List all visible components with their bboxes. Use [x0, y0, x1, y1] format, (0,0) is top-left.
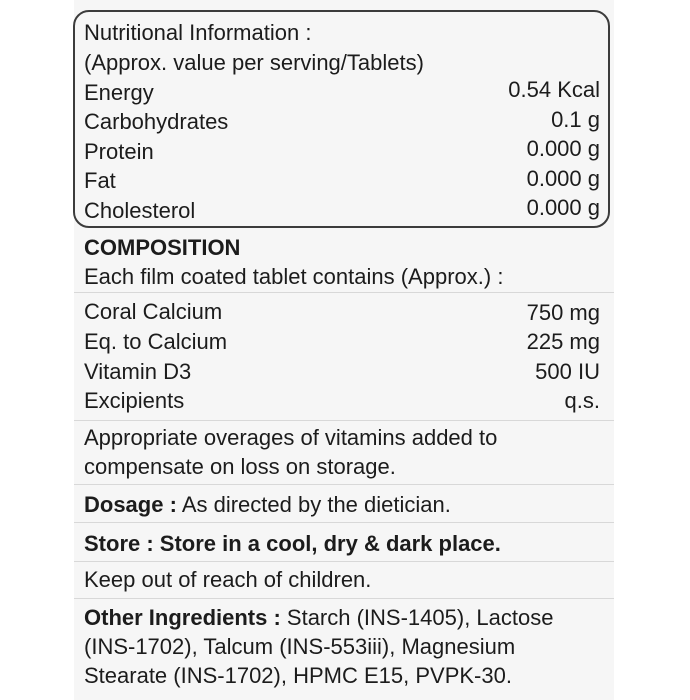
other-ingredients-line: (INS-1702), Talcum (INS-553iii), Magnesium — [84, 634, 516, 659]
divider — [74, 598, 614, 599]
composition-intro: Each film coated tablet contains (Approx.) : — [84, 264, 504, 289]
overages-note-line: compensate on loss on storage. — [84, 454, 396, 479]
child-warning: Keep out of reach of children. — [84, 567, 372, 592]
composition-row-value: 225 mg — [526, 329, 600, 354]
composition-row-value: q.s. — [564, 388, 600, 413]
dosage-text: As directed by the dietician. — [176, 492, 451, 517]
nutrition-row-name: Fat — [84, 168, 116, 193]
dosage-label: Dosage : — [84, 492, 177, 517]
nutrition-row-name: Cholesterol — [84, 198, 196, 223]
composition-row-name: Excipients — [84, 388, 185, 413]
storage-instruction: Store : Store in a cool, dry & dark place. — [84, 531, 501, 556]
nutrition-row-name: Protein — [84, 139, 154, 164]
composition-row-name: Vitamin D3 — [84, 359, 192, 384]
nutrition-row-value: 0.54 Kcal — [508, 77, 600, 102]
composition-row-name: Coral Calcium — [84, 299, 223, 324]
divider — [74, 522, 614, 523]
divider — [74, 561, 614, 562]
composition-row-value: 500 IU — [535, 359, 600, 384]
nutrition-heading: Nutritional Information : — [84, 20, 312, 45]
other-ingredients-label: Other Ingredients : — [84, 605, 281, 630]
nutrition-row-value: 0.000 g — [526, 166, 600, 191]
composition-row-value: 750 mg — [526, 300, 600, 325]
divider — [74, 484, 614, 485]
nutrition-row-value: 0.000 g — [526, 136, 600, 161]
composition-title: COMPOSITION — [84, 235, 241, 260]
nutrition-row-value: 0.1 g — [551, 107, 600, 132]
nutrition-subheading: (Approx. value per serving/Tablets) — [84, 50, 424, 75]
divider — [74, 292, 614, 293]
divider — [74, 420, 614, 421]
dosage-line — [84, 492, 451, 518]
other-ingredients-text: Starch (INS-1405), Lactose — [280, 605, 554, 630]
nutrition-row-name: Energy — [84, 80, 154, 105]
composition-row-name: Eq. to Calcium — [84, 329, 228, 354]
other-ingredients-line: Stearate (INS-1702), HPMC E15, PVPK-30. — [84, 663, 512, 688]
nutrition-row-value: 0.000 g — [526, 195, 600, 220]
nutrition-row-name: Carbohydrates — [84, 109, 229, 134]
other-ingredients-line — [84, 605, 553, 631]
overages-note-line: Appropriate overages of vitamins added to — [84, 425, 498, 450]
